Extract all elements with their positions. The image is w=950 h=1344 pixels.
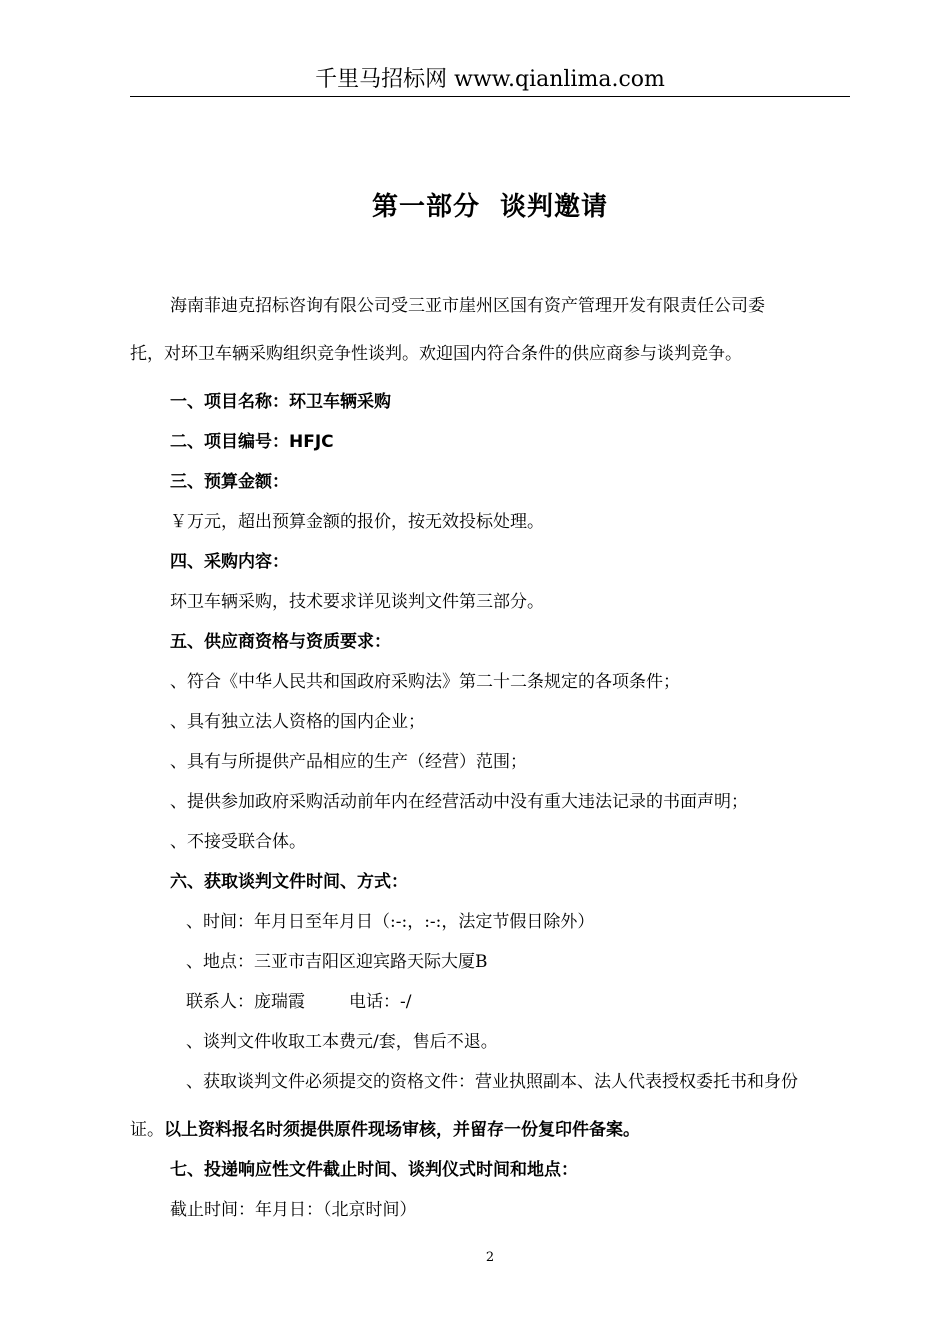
- obtain-place: 、地点：三亚市吉阳区迎宾路天际大厦B: [186, 952, 488, 972]
- intro-paragraph-line-2: 托，对环卫车辆采购组织竞争性谈判。欢迎国内符合条件的供应商参与谈判竞争。: [130, 344, 742, 364]
- page-number: 2: [485, 1250, 495, 1265]
- qualification-item: 、具有独立法人资格的国内企业；: [170, 712, 425, 732]
- contact-person: 联系人：庞瑞霞: [186, 992, 305, 1012]
- contact-row: [130, 982, 850, 1022]
- qualification-item: 、具有与所提供产品相应的生产（经营）范围；: [170, 752, 527, 772]
- project-number-label: 二、项目编号：: [170, 432, 289, 452]
- required-documents-tail: 证。: [130, 1120, 164, 1140]
- section-project-name: 一、项目名称：环卫车辆采购: [170, 392, 391, 412]
- section-budget: 三、预算金额：: [170, 472, 289, 492]
- required-documents-line-1: 、获取谈判文件必须提交的资格文件：营业执照副本、法人代表授权委托书和身份: [186, 1072, 798, 1092]
- page-title: 第一部分 谈判邀请: [371, 192, 609, 222]
- document-body: [130, 286, 850, 1230]
- deadline-time: 截止时间：年月日：（北京时间）: [170, 1200, 417, 1220]
- project-number-value: HFJC: [289, 432, 334, 452]
- section-deadline: 七、投递响应性文件截止时间、谈判仪式时间和地点：: [170, 1160, 578, 1180]
- qualification-item: 、不接受联合体。: [170, 832, 306, 852]
- intro-paragraph-line-1: [130, 286, 850, 334]
- section-obtain-documents: 六、获取谈判文件时间、方式：: [170, 872, 408, 892]
- intro-text-1: 海南菲迪克招标咨询有限公司受三亚市崖州区国有资产管理开发有限责任公司委: [170, 296, 765, 316]
- qualification-item: 、符合《中华人民共和国政府采购法》第二十二条规定的各项条件；: [170, 672, 680, 692]
- qualification-item: 、提供参加政府采购活动前年内在经营活动中没有重大违法记录的书面声明；: [170, 792, 748, 812]
- obtain-time: 、时间：年月日至年月日（:-:，:-:，法定节假日除外）: [186, 912, 595, 932]
- section-procurement-content: 四、采购内容：: [170, 552, 289, 572]
- page-header: 千里马招标网 www.qianlima.com: [315, 67, 665, 92]
- original-review-note: 以上资料报名时须提供原件现场审核，并留存一份复印件备案。: [164, 1120, 640, 1140]
- contact-phone: 电话：-/: [349, 992, 412, 1012]
- header-divider: [130, 96, 850, 97]
- document-fee: 、谈判文件收取工本费元/套，售后不退。: [186, 1032, 498, 1052]
- budget-text: ￥万元，超出预算金额的报价，按无效投标处理。: [170, 512, 544, 532]
- procurement-content-text: 环卫车辆采购，技术要求详见谈判文件第三部分。: [170, 592, 544, 612]
- section-project-number: [130, 422, 850, 462]
- required-documents-line-2: [130, 1110, 850, 1150]
- section-supplier-qualification: 五、供应商资格与资质要求：: [170, 632, 391, 652]
